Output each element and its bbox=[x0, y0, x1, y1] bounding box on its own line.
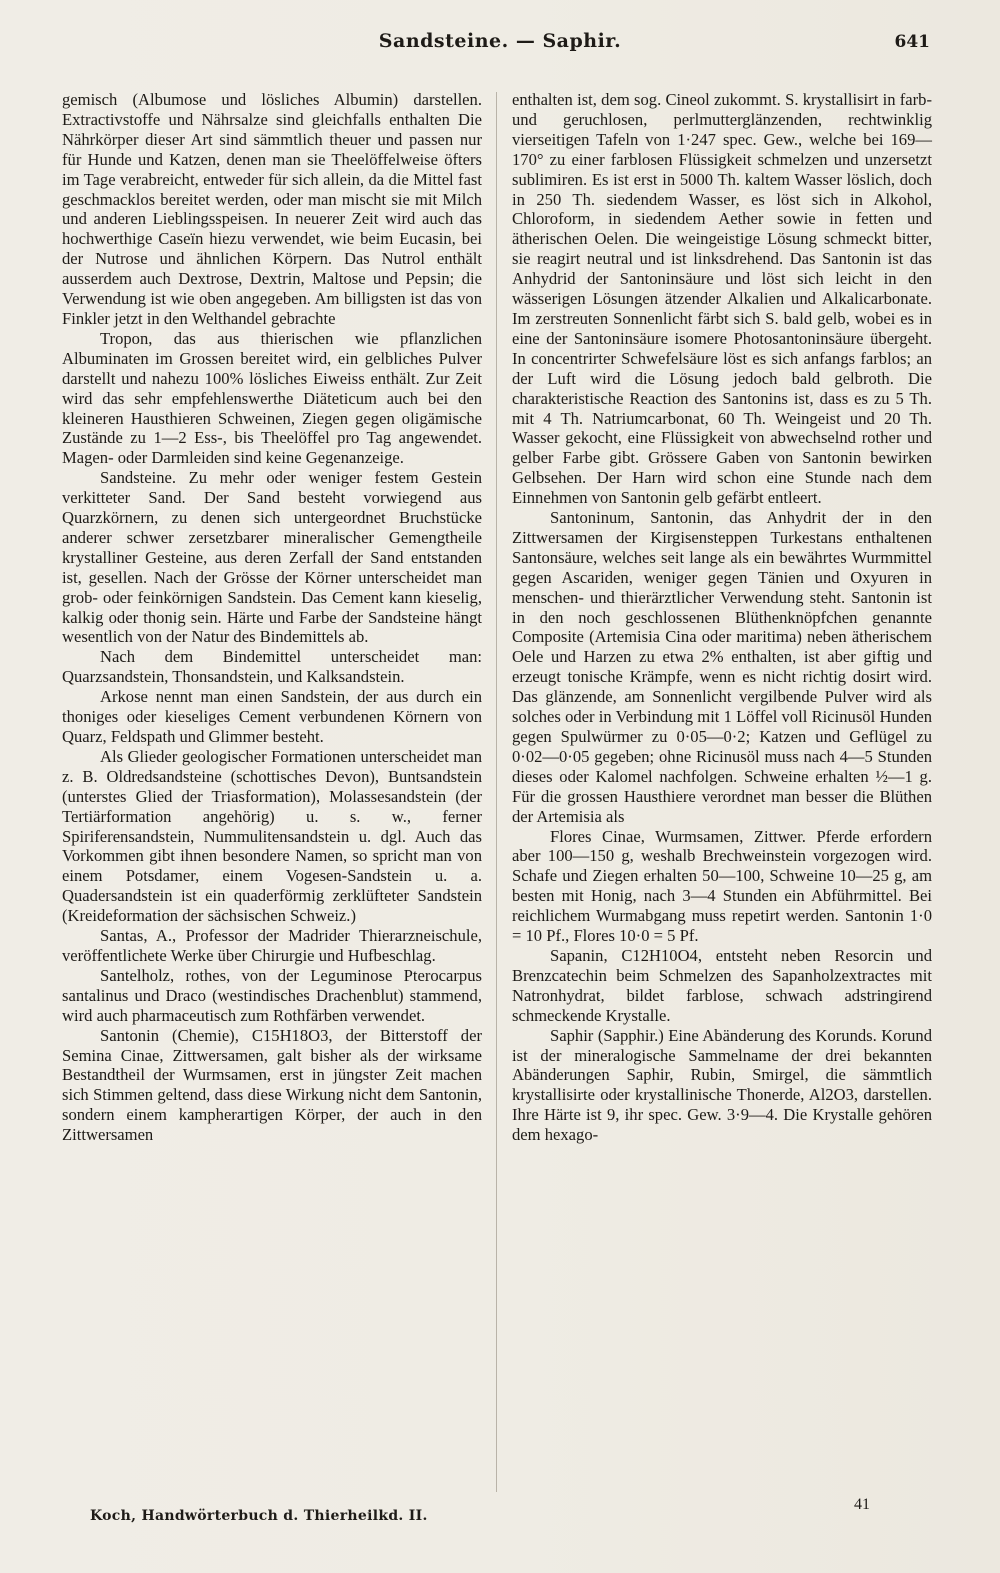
running-title: Sandsteine. — Saphir. bbox=[378, 30, 622, 52]
page-number: 641 bbox=[894, 32, 930, 52]
footer-book-title: Koch, Handwörterbuch d. Thierheilkd. II. bbox=[90, 1508, 428, 1524]
sheet-number: 41 bbox=[854, 1496, 870, 1513]
running-head bbox=[0, 30, 1000, 60]
paragraph-tropon: Tropon, das aus thierischen wie pflanzlichen Albuminaten im Grossen bereitet wird, ein gelbliches Pulver darstellt und nahezu 100% lösliches Eiweiss enthält. Zur Zeit wird das sehr empfehlenswerthe Diäteticum auch bei den kleineren Hausthieren Schweinen, Ziegen gegen oligämische Zustände zu 1—2 Ess-, bis Theelöffel pro Tag angewendet. Magen- oder Darmleiden sind keine Gegenanzeige. bbox=[62, 328, 482, 468]
paragraph-arkose: Arkose nennt man einen Sandstein, der aus durch ein thoniges oder kieseliges Cement verbundenen Körnern von Quarz, Feldspath und Glimmer besteht. bbox=[62, 687, 482, 746]
entry-santonin-chemie: Santonin (Chemie), C15H18O3, der Bitterstoff der Semina Cinae, Zittwersamen, galt bisher als der wirksame Bestandtheil der Wurmsamen, erst in jüngster Zeit machen sich Stimmen geltend, dass diese Wirkung nicht dem Santonin, sondern einem kampherartigen Körper, der auch in den Zittwersamen bbox=[62, 1025, 482, 1145]
entry-sandsteine: Sandsteine. Zu mehr oder weniger festem Gestein verkitteter Sand. Der Sand besteht vorwiegend aus Quarzkörnern, zu denen sich untergeordnet Bruchstücke anderer schwer zersetzbarer mineralischer Gemengtheile krystalliner Gesteine, aus deren Zerfall der Sand entstanden ist, gesellen. Nach der Grösse der Körner unterscheidet man grob- oder feinkörnigen Sandstein. Das Cement kann kieselig, kalkig oder thonig sein. Härte und Farbe der Sandsteine hängt wesentlich von der Natur des Bindemittels ab. bbox=[62, 468, 482, 647]
entry-saphir: Saphir (Sapphir.) Eine Abänderung des Korunds. Korund ist der mineralogische Sammelname der drei bekannten Abänderungen Saphir, Rubin, Smirgel, die sämmtlich krystallisirte oder krystallinische Thonerde, Al2O3, darstellen. Ihre Härte ist 9, ihr spec. Gew. 3·9—4. Die Krystalle gehören dem hexago- bbox=[512, 1025, 932, 1145]
paragraph-nahrkorper: gemisch (Albumose und lösliches Albumin) darstellen. Extractivstoffe und Nährsalze sind gleichfalls enthalten Die Nährkörper dieser Art sind sämmtlich theuer und passen nur für Hunde und Katzen, denen man sie Theelöffelweise öfters im Tage verabreicht, entweder für sich allein, da die Mittel fast geschmacklos bereitet werden, oder man mischt sie mit Milch und anderen Lieblingsspeisen. In neuerer Zeit wird auch das hochwerthige Caseïn hiezu verwendet, wie beim Eucasin, bei der Nutrose und ähnlichen Körpern. Das Nutrol enthält ausserdem auch Dextrose, Dextrin, Maltose und Pepsin; die Verwendung ist wie oben angegeben. Am billigsten ist das von Finkler jetzt in den Welthandel gebrachte bbox=[62, 90, 482, 328]
paragraph-santoninum: Santoninum, Santonin, das Anhydrit der in den Zittwersamen der Kirgisensteppen Turkestans enthaltenen Santonsäure, welches seit lange als ein bewährtes Wurmmittel gegen Ascariden, weniger gegen Tänien und Oxyuren in menschen- und thierärztlicher Verwendung steht. Santonin ist in den noch geschlossenen Blüthenknöpfchen genannte Composite (Artemisia Cina oder maritima) neben ätherischem Oele und Harzen zu etwa 2% enthalten, ist aber giftig und erzeugt tonische Krämpfe, wenn es nicht richtig dosirt wird. Das glänzende, am Sonnenlicht vergilbende Pulver wird als solches oder in Verbindung mit 1 Löffel voll Ricinusöl Hunden gegen Spulwürmer zu 0·05—0·2; Katzen und Geflügel zu 0·02—0·05 gegeben; ohne Ricinusöl muss nach 4—5 Stunden dieses oder Kalomel nachfolgen. Schweine erhalten ½—1 g. Für die grossen Hausthiere verordnet man besser die Blüthen der Artemisia als bbox=[512, 508, 932, 826]
entry-sapanin: Sapanin, C12H10O4, entsteht neben Resorcin und Brenzcatechin beim Schmelzen des Sapanholzextractes mit Natronhydrat, bildet farblose, schwach adstringirend schmeckende Krystalle. bbox=[512, 945, 932, 1025]
paragraph-bindemittel: Nach dem Bindemittel unterscheidet man: Quarzsandstein, Thonsandstein, und Kalksandstein. bbox=[62, 647, 482, 687]
entry-santelholz: Santelholz, rothes, von der Leguminose Pterocarpus santalinus und Draco (westindisches Drachenblut) stammend, wird auch pharmaceutisch zum Rothfärben verwendet. bbox=[62, 965, 482, 1025]
paragraph-santonin-cont: enthalten ist, dem sog. Cineol zukommt. S. krystallisirt in farb- und geruchlosen, perlmutterglänzenden, rechtwinklig vierseitigen Tafeln von 1·247 spec. Gew., welche bei 169—170° zu einer farblosen Flüssigkeit schmelzen und unzersetzt sublimiren. Es ist erst in 5000 Th. kaltem Wasser löslich, doch in 250 Th. siedendem Wasser, es löst sich in Alkohol, Chloroform, in siedendem Aether sowie in fetten und ätherischen Oelen. Die weingeistige Lösung schmeckt bitter, sie reagirt neutral und ist linksdrehend. Das Santonin ist das Anhydrid der Santoninsäure und löst sich leicht in den wässerigen Lösungen ätzender Alkalien und Alkalicarbonate. Im zerstreuten Sonnenlicht färbt sich S. bald gelb, wobei es in eine der Santoninsäure isomere Photosantoninsäure übergeht. In concentrirter Schwefelsäure löst es sich anfangs farblos; an der Luft wird die Lösung jedoch bald gelbroth. Die charakteristische Reaction des Santonins ist, dass es zu 5 Th. mit 4 Th. Natriumcarbonat, 60 Th. Weingeist und 20 Th. Wasser gekocht, eine Flüssigkeit von abwechselnd rother und gelber Farbe gibt. Grössere Gaben von Santonin bewirken Gelbsehen. Der Harn wird schon eine Stunde nach dem Einnehmen von Santonin gelb gefärbt entleert. bbox=[512, 90, 932, 508]
right-column bbox=[512, 90, 932, 1145]
paragraph-formationen: Als Glieder geologischer Formationen unterscheidet man z. B. Oldredsandsteine (schottisches Devon), Buntsandstein (unterstes Glied der Triasformation), Molassesandstein (der Tertiärformation angehörig) u. s. w., ferner Spiriferensandstein, Nummulitensandstein u. dgl. Auch das Vorkommen gibt ihnen besondere Namen, so spricht man von einem Potsdamer, einem Vogesen-Sandstein u. a. Quadersandstein ist ein quaderförmig zerklüfteter Sandstein (Kreideformation der sächsischen Schweiz.) bbox=[62, 746, 482, 926]
paragraph-flores-cinae: Flores Cinae, Wurmsamen, Zittwer. Pferde erfordern aber 100—150 g, weshalb Brechweinstein vorgezogen wird. Schafe und Ziegen erhalten 50—100, Schweine 10—25 g, am besten mit Honig, nach 3—4 Stunden ein Abführmittel. Bei reichlichem Wurmabgang muss repetirt werden. Santonin 1·0 = 10 Pf., Flores 10·0 = 5 Pf. bbox=[512, 826, 932, 946]
column-divider bbox=[496, 92, 497, 1492]
entry-santas: Santas, A., Professor der Madrider Thierarzneischule, veröffentlichete Werke über Chirurgie und Hufbeschlag. bbox=[62, 926, 482, 965]
left-column bbox=[62, 90, 482, 1145]
